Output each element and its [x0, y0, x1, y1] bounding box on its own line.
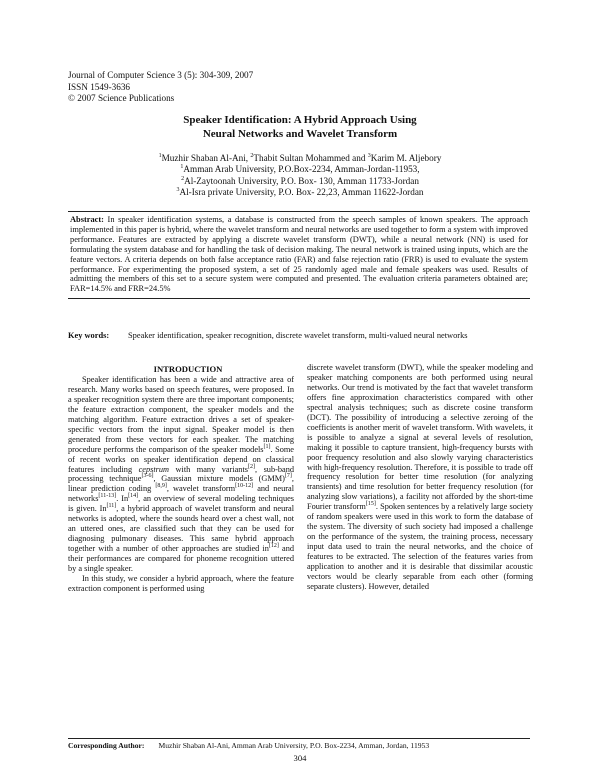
citation[interactable]: [3-6]: [141, 473, 154, 480]
affiliation-1-text: Amman Arab University, P.O.Box-2234, Amman-Jordan-11953,: [183, 164, 420, 175]
affiliation-1-sup: 1: [180, 164, 184, 171]
right-text: . Spoken sentences by a relatively large society of random speakers were used in this work to form the database of the system. The diversity of such society had imposed a challenge on the performance of the system, the training process, necessary input data used to train the neural networks, and the choice of features to be extracted. The selection of the features varies from application to another and it is desirable that dissimilar acoustic vectors would be clearly separable from each other (forming separate clusters). However, detailed: [307, 502, 534, 591]
intro-text: . In: [116, 494, 129, 504]
citation[interactable]: [1]: [263, 443, 271, 450]
paper-title: [60, 114, 540, 141]
corresponding-text: Muzhir Shaban Al-Ani, Amman Arab University, P.O. Box-2234, Amman, Jordan, 11953: [158, 741, 430, 750]
citation[interactable]: [11]: [106, 503, 117, 510]
intro-text: and neural networks: [68, 484, 295, 504]
citation[interactable]: [15]: [365, 501, 376, 508]
keywords: [68, 331, 530, 341]
journal-citation: Journal of Computer Science 3 (5): 304-309, 2007: [68, 70, 254, 80]
corresponding-author: [68, 741, 538, 750]
intro-text: and their performances are compared for phoneme recognition uttered by a single speaker.: [68, 544, 294, 574]
citation[interactable]: [11-13]: [98, 493, 117, 500]
right-column: [307, 363, 533, 592]
citation[interactable]: [8,9]: [155, 483, 167, 490]
affiliation-2-text: Al-Zaytoonah University, P.O. Box- 130, Amman 11733-Jordan: [184, 175, 419, 186]
journal-copyright: © 2007 Science Publications: [68, 93, 175, 103]
affiliation-1: [60, 164, 540, 175]
affiliation-3-sup: 3: [176, 186, 180, 193]
intro-italic-term: cepstrum: [138, 464, 170, 474]
title-line-2: Neural Networks and Wavelet Transform: [202, 127, 398, 140]
abstract-text: In speaker identification systems, a database is constructed from the speech samples of known speakers. The approach implemented in this paper is hybrid, where the wavelet transform and neural networks are used together to form a system with improved performance. Features are extracted by applying a discrete wavelet transform (DWT), while a neural network (NN) is used for formulating the system database and for handling the task of decision making. The neural network is trained using inputs, which are the feature vectors. A criteria depends on both false acceptance ratio (FAR) and false rejection ratio (FRR) is used to evaluate the system performance. For experimenting the proposed system, a set of 25 randomly aged male and female speakers was used. Results of admitting the members of this set to a secure system were computed and presented. The evaluation criteria parameters obtained are; FAR=14.5% and FRR=24.5%: [70, 215, 528, 294]
intro-text: , linear prediction coding: [68, 474, 294, 494]
keywords-label: Key words:: [68, 331, 110, 340]
abstract-label: Abstract:: [70, 215, 104, 224]
affiliation-2-sup: 2: [181, 175, 185, 182]
intro-text: , an overview of several modeling techniques is given. In: [68, 494, 295, 514]
citation[interactable]: [7]: [284, 473, 292, 480]
author-3-sup: 3: [367, 152, 371, 159]
right-paragraph-1: [307, 363, 533, 592]
corresponding-label: Corresponding Author:: [68, 741, 145, 750]
left-column: [68, 365, 294, 594]
intro-text: Speaker identification has been a wide and attractive area of research. Many works based on speech features, were proposed. In a speaker recognition system there are three important components; the feature extraction component, the speaker models and the matching algorithm. Feature extraction drives a set of speaker-specific vectors from the input signal. Speaker model is then generated from these vectors for each speaker. The matching procedure performs the comparison of the speaker models: [68, 374, 294, 454]
affiliation-2: [60, 176, 540, 187]
intro-text: , wavelet transform: [166, 484, 236, 494]
footer-divider: [68, 738, 530, 739]
author-names: [60, 153, 540, 164]
affiliation-3: [60, 187, 540, 198]
citation[interactable]: [2]: [248, 463, 255, 470]
citation[interactable]: [12]: [268, 543, 279, 550]
affiliation-3-text: Al-Isra private University, P.O. Box- 22,23, Amman 11622-Jordan: [179, 186, 424, 197]
intro-paragraph-1: [68, 375, 294, 574]
author-3: Karim M. Aljebory: [370, 153, 442, 163]
page-number: 304: [293, 753, 307, 763]
citation[interactable]: [14]: [128, 493, 139, 500]
journal-issn: ISSN 1549-3636: [68, 81, 131, 92]
intro-text: , sub-band processing technique: [68, 464, 294, 484]
author-2-sup: 2: [250, 152, 254, 159]
author-2: Thabit Sultan Mohammed and: [253, 153, 368, 163]
author-1-sup: 1: [158, 152, 162, 159]
section-heading-introduction: INTRODUCTION: [153, 364, 223, 374]
author-1: Muzhir Shaban Al-Ani,: [161, 153, 251, 163]
intro-paragraph-2: In this study, we consider a hybrid approach, where the feature extraction component is performed using: [68, 574, 294, 593]
intro-text: , Gaussian mixture models (GMM): [153, 474, 285, 484]
abstract: [68, 211, 530, 299]
right-text: discrete wavelet transform (DWT), while the speaker modeling and speaker matching components are both performed using neural networks. Our trend is motivated by the fact that wavelet transform offers fine approximation characteristics compared with other spectral analysis techniques; such as discrete cosine transform (DCT). The possibility of introducing a selective zeroing of the coefficients is another merit of wavelet transform. With wavelets, it is possible to analyze a signal at several levels of resolution, making it possible to capture transient, high-frequency bursts with poor frequency resolution and also slowly varying characteristics with high-frequency resolution. Therefore, it is possible to trade off frequency resolution for better time resolution (for analyzing transients) and time resolution for better frequency resolution (for analyzing slow variations), a facility not afforded by the short-time Fourier transform: [307, 363, 533, 512]
intro-text: , a hybrid approach of wavelet transform and neural networks is adopted, where the sounds heard over a chest wall, not an uttered ones, are classified such that they can be used for diagnosing pulmonary diseases. This same hybrid approach together with a number of other approaches are studied in: [68, 504, 295, 554]
keywords-text: Speaker identification, speaker recognition, discrete wavelet transform, multi-valued neural networks: [128, 331, 468, 340]
journal-header: [68, 70, 253, 105]
intro-text: . Some of recent works on speaker identification depend on classical features including: [68, 444, 294, 474]
author-block: [60, 153, 540, 198]
title-line-1: Speaker Identification: A Hybrid Approach Using: [183, 114, 417, 126]
citation[interactable]: [10-12]: [235, 483, 254, 490]
intro-text: with many variants: [169, 464, 248, 474]
